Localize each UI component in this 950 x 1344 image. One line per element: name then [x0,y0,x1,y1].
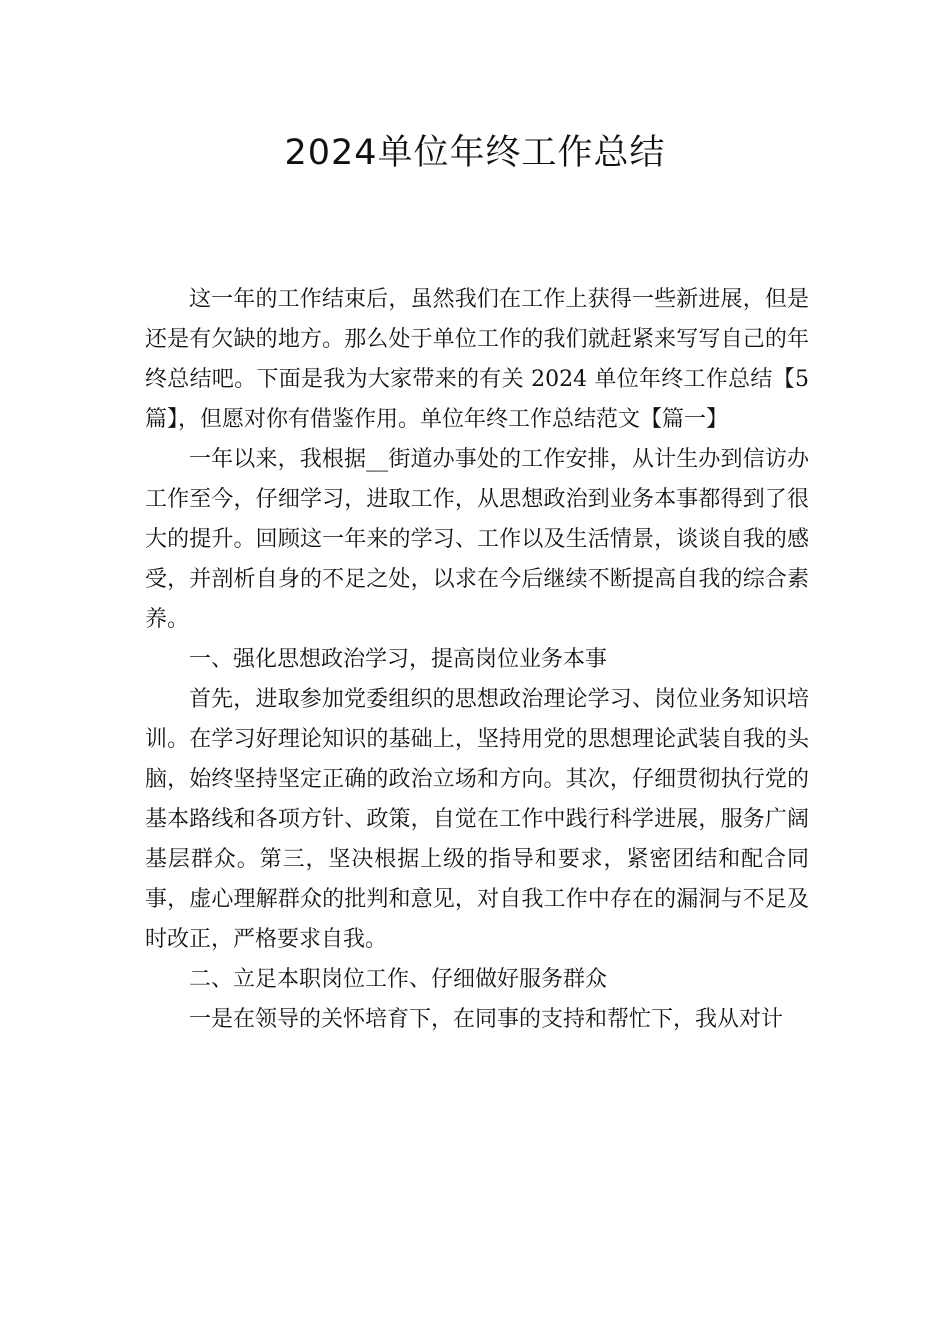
paragraph-overview: 一年以来，我根据__街道办事处的工作安排，从计生办到信访办工作至今，仔细学习，进取工作，从思想政治到业务本事都得到了很大的提升。回顾这一年来的学习、工作以及生活情景，谈谈自我的感受，并剖析自身的不足之处，以求在今后继续不断提高自我的综合素养。 [145,447,809,632]
document-title: 2024单位年终工作总结 [284,133,666,173]
paragraph-section-2: 一是在领导的关怀培育下，在同事的支持和帮忙下，我从对计 [189,1007,784,1032]
section-heading-2: 二、立足本职岗位工作、仔细做好服务群众 [189,967,608,992]
paragraph-section-1: 首先，进取参加党委组织的思想政治理论学习、岗位业务知识培训。在学习好理论知识的基础上，坚持用党的思想理论武装自我的头脑，始终坚持坚定正确的政治立场和方向。其次，仔细贯彻执行党的基本路线和各项方针、政策，自觉在工作中践行科学进展，服务广阔基层群众。第三，坚决根据上级的指导和要求，紧密团结和配合同事，虚心理解群众的批判和意见，对自我工作中存在的漏洞与不足及时改正，严格要求自我。 [145,687,809,952]
document-body [145,280,809,1040]
paragraph-intro: 这一年的工作结束后，虽然我们在工作上获得一些新进展，但是还是有欠缺的地方。那么处于单位工作的我们就赶紧来写写自己的年终总结吧。下面是我为大家带来的有关 2024 单位年终工作总结【5篇】，但愿对你有借鉴作用。单位年终工作总结范文【篇一】 [145,287,809,432]
section-heading-1: 一、强化思想政治学习，提高岗位业务本事 [189,647,608,672]
